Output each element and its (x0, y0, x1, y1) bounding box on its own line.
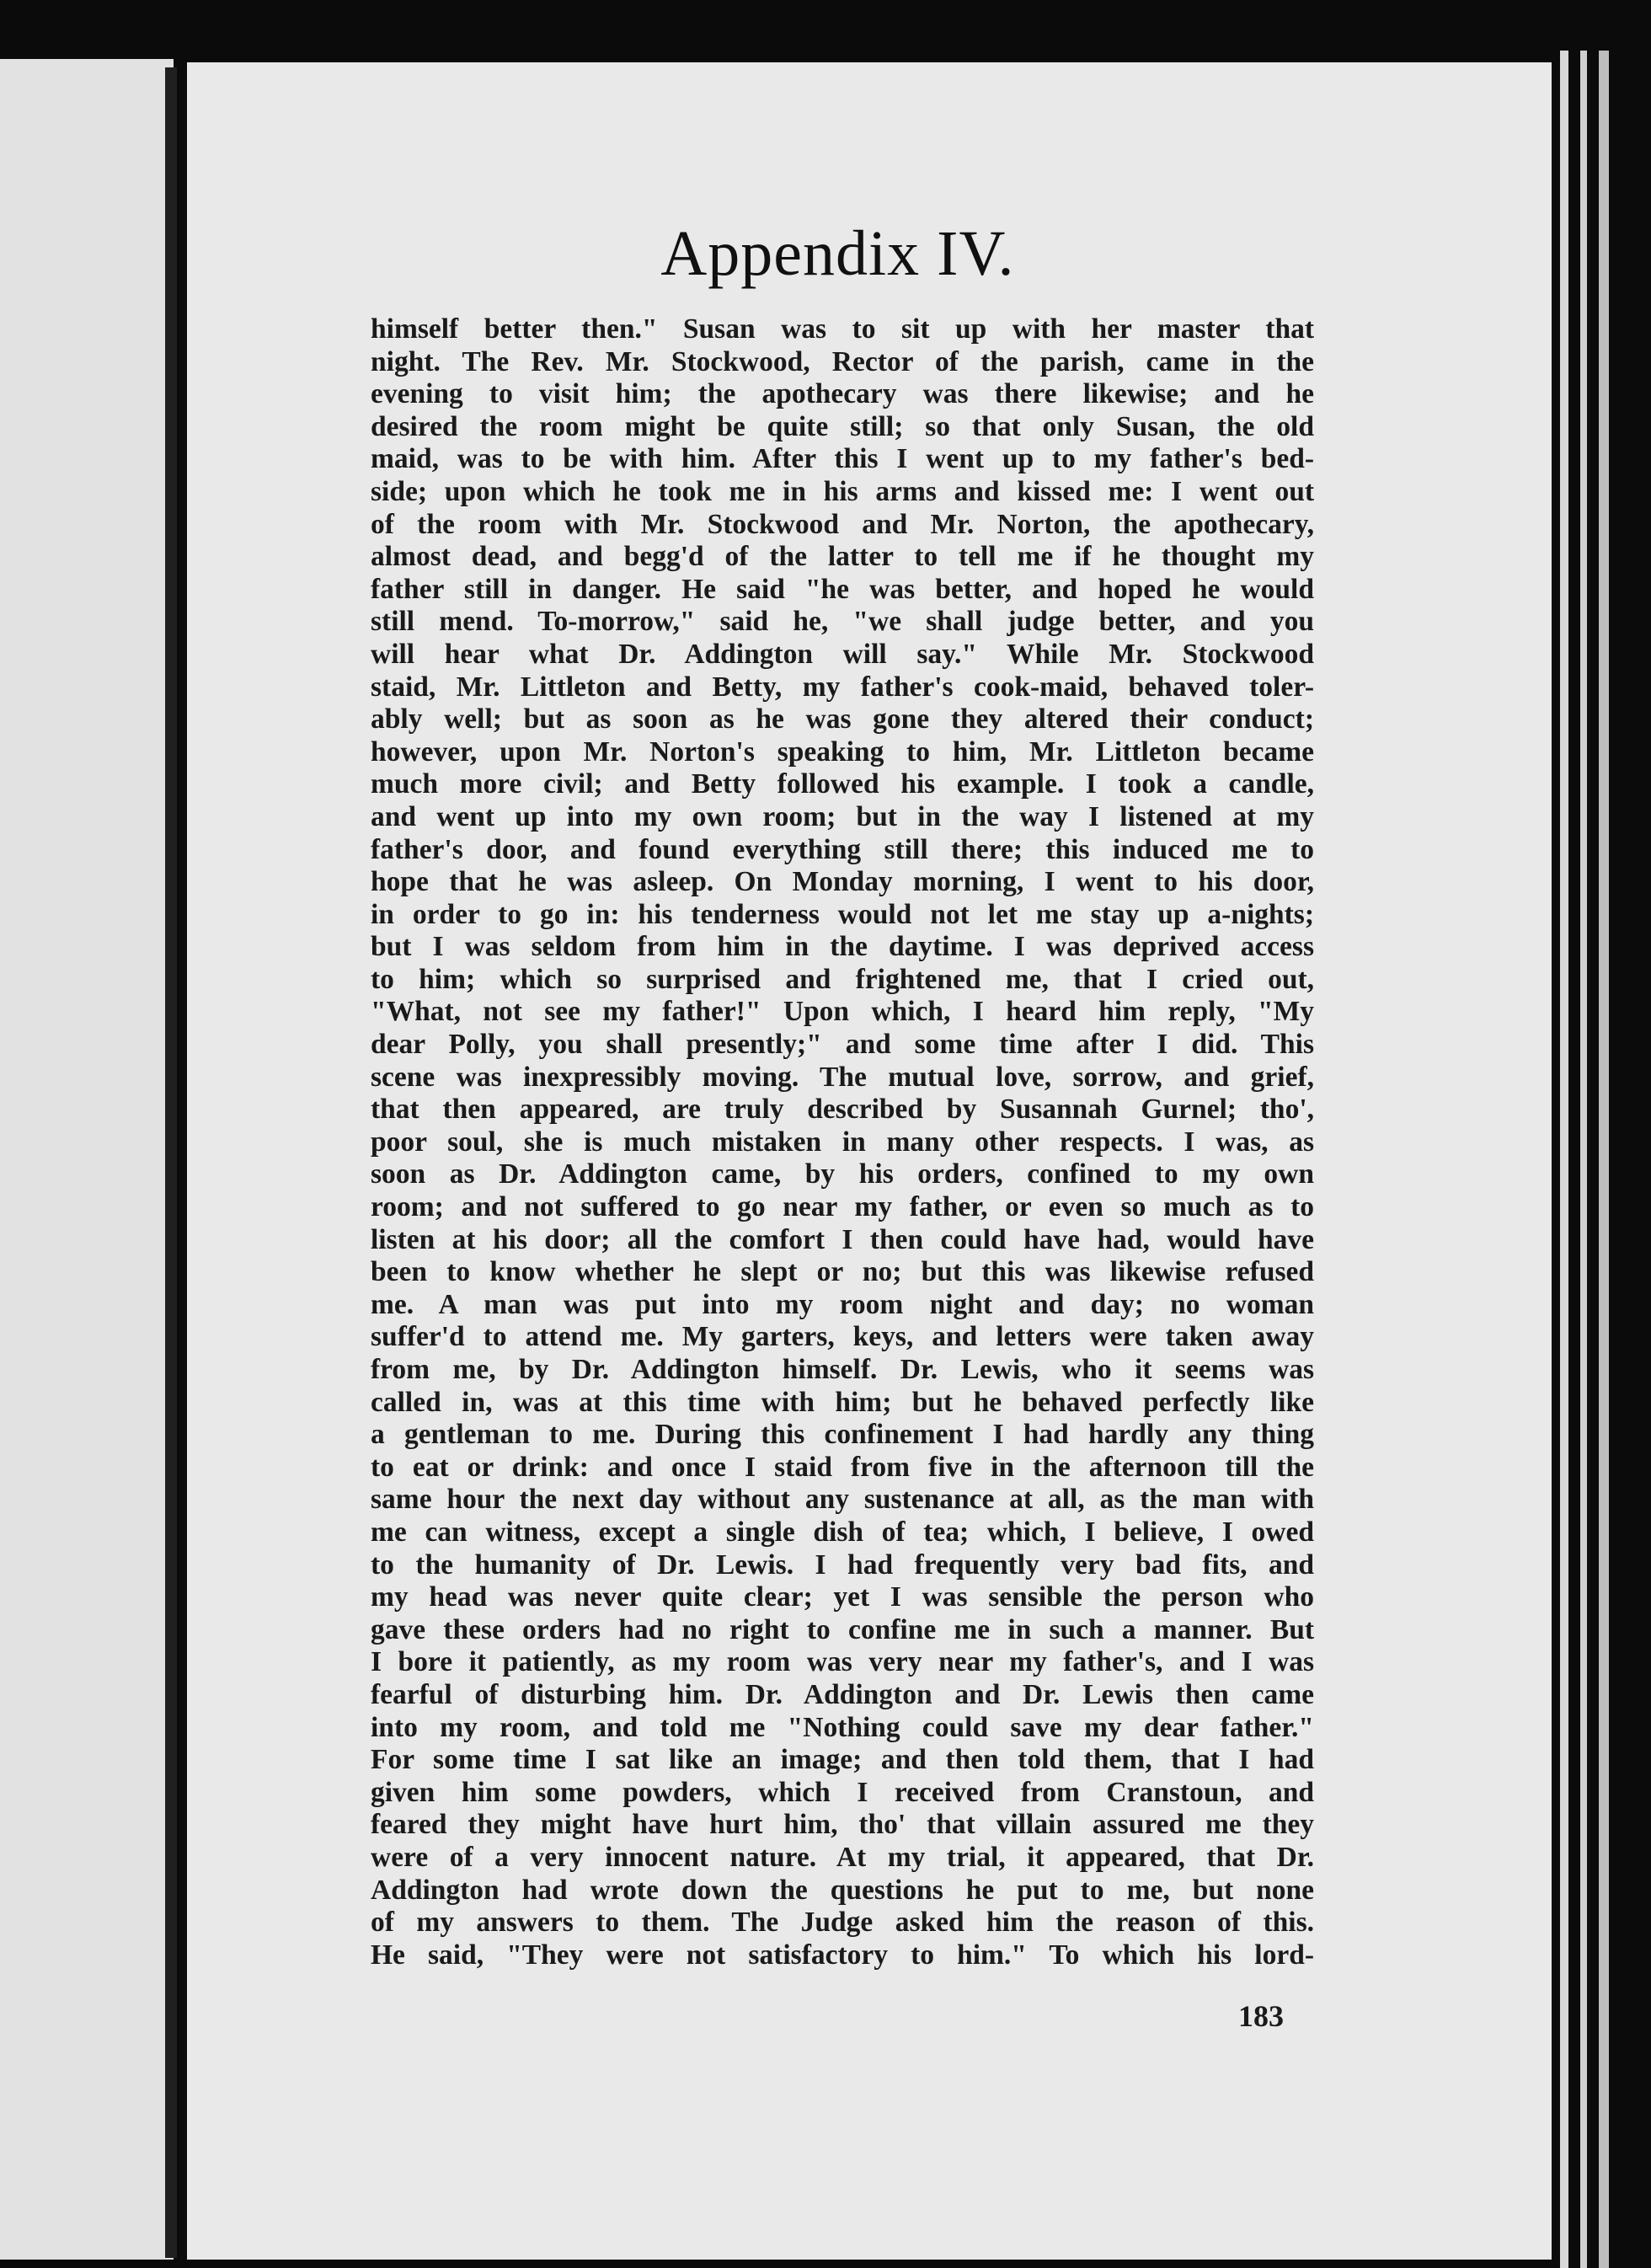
text-line: still mend. To-morrow," said he, "we shall judge better, and you (371, 606, 1314, 638)
text-line: but I was seldom from him in the daytime. I was deprived access (371, 931, 1314, 963)
text-line: desired the room might be quite still; so that only Susan, the old (371, 410, 1314, 442)
text-line: side; upon which he took me in his arms and kissed me: I went out (371, 475, 1314, 507)
text-line: into my room, and told me "Nothing could save my dear father." (371, 1711, 1314, 1743)
text-line: to him; which so surprised and frightened me, that I cried out, (371, 963, 1314, 995)
text-line: scene was inexpressibly moving. The mutual love, sorrow, and grief, (371, 1061, 1314, 1093)
text-line: night. The Rev. Mr. Stockwood, Rector of the parish, came in the (371, 345, 1314, 377)
text-line: were of a very innocent nature. At my trial, it appeared, that Dr. (371, 1841, 1314, 1873)
text-line: me. A man was put into my room night and day; no woman (371, 1288, 1314, 1320)
text-line: from me, by Dr. Addington himself. Dr. Lewis, who it seems was (371, 1354, 1314, 1385)
text-line: hope that he was asleep. On Monday morning, I went to his door, (371, 866, 1314, 898)
text-line: and went up into my own room; but in the way I listened at my (371, 800, 1314, 832)
text-line: however, upon Mr. Norton's speaking to him, Mr. Littleton became (371, 735, 1314, 768)
text-line: fearful of disturbing him. Dr. Addington and Dr. Lewis then came (371, 1678, 1314, 1710)
page-stack-edge (1580, 51, 1587, 2268)
text-line: will hear what Dr. Addington will say." While Mr. Stockwood (371, 638, 1314, 670)
text-line: father still in danger. He said "he was better, and hoped he would (371, 573, 1314, 605)
text-line: father's door, and found everything still there; this induced me to (371, 833, 1314, 865)
text-line: soon as Dr. Addington came, by his orders, confined to my own (371, 1158, 1314, 1190)
text-line: dear Polly, you shall presently;" and some time after I did. This (371, 1029, 1314, 1061)
text-line: my head was never quite clear; yet I was sensible the person who (371, 1581, 1314, 1613)
text-line: listen at his door; all the comfort I then could have had, would have (371, 1223, 1314, 1255)
text-line: evening to visit him; the apothecary was there likewise; and he (371, 378, 1314, 410)
text-line: maid, was to be with him. After this I went up to my father's bed- (371, 443, 1314, 475)
text-line: ably well; but as soon as he was gone they altered their conduct; (371, 703, 1314, 735)
text-line: to the humanity of Dr. Lewis. I had frequently very bad fits, and (371, 1549, 1314, 1581)
text-line: to eat or drink: and once I staid from five in the afternoon till the (371, 1451, 1314, 1483)
page-stack-edge (1599, 51, 1609, 2268)
text-line: staid, Mr. Littleton and Betty, my father's cook-maid, behaved toler- (371, 671, 1314, 703)
text-line: suffer'd to attend me. My garters, keys, and letters were taken away (371, 1321, 1314, 1353)
text-line: poor soul, she is much mistaken in many other respects. I was, as (371, 1126, 1314, 1158)
text-line: I bore it patiently, as my room was very near my father's, and I was (371, 1646, 1314, 1678)
text-line: been to know whether he slept or no; but this was likewise refused (371, 1256, 1314, 1288)
text-line: a gentleman to me. During this confinement I had hardly any thing (371, 1419, 1314, 1451)
text-line: room; and not suffered to go near my father, or even so much as to (371, 1191, 1314, 1223)
previous-page-edge (0, 59, 174, 2260)
text-line: same hour the next day without any sustenance at all, as the man with (371, 1484, 1314, 1516)
text-line: feared they might have hurt him, tho' that villain assured me they (371, 1809, 1314, 1841)
page-stack-edge (1560, 51, 1568, 2268)
text-line: gave these orders had no right to confine me in such a manner. But (371, 1613, 1314, 1645)
text-line: almost dead, and begg'd of the latter to tell me if he thought my (371, 541, 1314, 573)
text-line: Addington had wrote down the questions he put to me, but none (371, 1874, 1314, 1906)
text-line: of the room with Mr. Stockwood and Mr. Norton, the apothecary, (371, 508, 1314, 540)
text-line: For some time I sat like an image; and then told them, that I had (371, 1744, 1314, 1776)
text-line: given him some powders, which I received from Cranstoun, and (371, 1776, 1314, 1808)
text-line: much more civil; and Betty followed his example. I took a candle, (371, 768, 1314, 800)
text-line: me can witness, except a single dish of tea; which, I believe, I owed (371, 1516, 1314, 1548)
binding-shadow (165, 67, 177, 2258)
text-line: of my answers to them. The Judge asked him the reason of this. (371, 1907, 1314, 1939)
text-line: called in, was at this time with him; but he behaved perfectly like (371, 1386, 1314, 1418)
page-number: 183 (1238, 1999, 1284, 2033)
text-line: in order to go in: his tenderness would not let me stay up a-nights; (371, 898, 1314, 930)
text-line: himself better then." Susan was to sit up with her master that (371, 313, 1314, 345)
text-line: "What, not see my father!" Upon which, I heard him reply, "My (371, 996, 1314, 1028)
text-line: that then appeared, are truly described by Susannah Gurnel; tho', (371, 1094, 1314, 1126)
text-line: He said, "They were not satisfactory to him." To which his lord- (371, 1939, 1314, 1971)
body-text (371, 313, 1314, 1971)
page-heading: Appendix IV. (660, 218, 1015, 289)
